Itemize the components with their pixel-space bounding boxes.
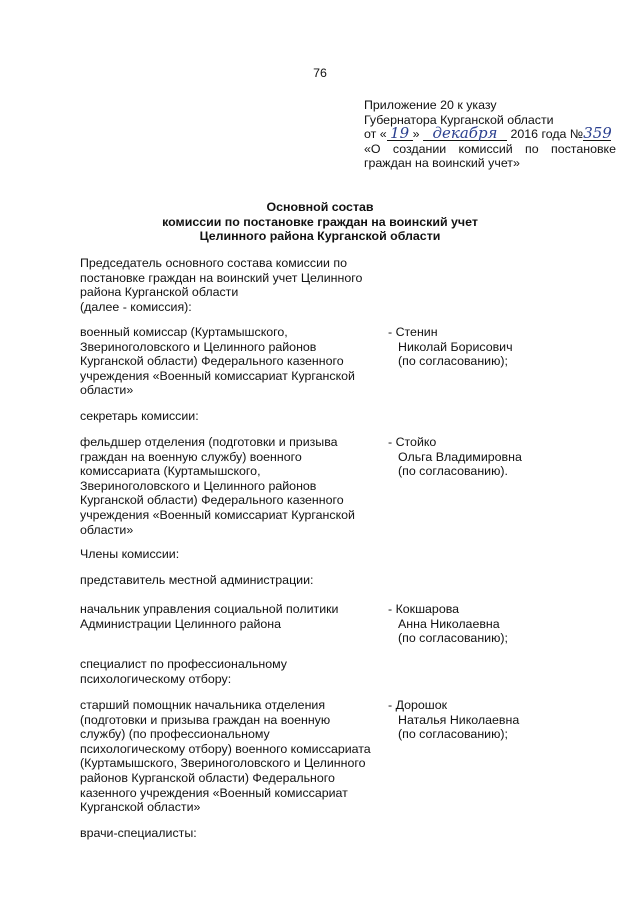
text-line: Администрации Целинного района [80,616,282,631]
text-line: Председатель основного состава комиссии по [80,256,347,270]
text-line: военный комиссар (Куртамышского, [80,325,288,339]
year-text: 2016 года № [510,127,584,142]
members-heading: Члены комиссии: [80,547,180,561]
secretary-name [388,435,618,479]
text-line: - Стойко [388,435,437,449]
annex-header [364,98,616,171]
text-line: (по согласованию); [398,727,508,742]
annex-line-2: Губернатора Курганской области [364,112,554,127]
psych-position [80,698,380,815]
text-line: - Стенин [388,325,438,339]
psych-heading [80,657,380,686]
psych-name [388,698,618,742]
text-line: (по согласованию); [398,354,508,369]
doctors-heading: врачи-специалисты: [80,826,197,840]
handwritten-day: 19 [387,127,413,141]
page-number: 76 [313,66,327,80]
text-line: районов Курганской области) Федерального [80,770,335,785]
text-line: (по согласованию); [398,631,508,646]
text-line: специалист по профессиональному [80,657,287,671]
title-line-1: Основной состав [266,200,374,214]
text-line: (подготовки и призыва граждан на военную [80,712,331,727]
text-line: Звериноголовского и Целинного районов [80,339,317,354]
handwritten-number: 359 [583,124,612,143]
text-line: Курганской области» [80,800,201,815]
text-line: начальник управления социальной политики [80,602,339,616]
text-line: учреждения «Военный комиссариат Курганской [80,507,355,522]
text-line: Ольга Владимировна [398,449,522,464]
text-line: Анна Николаевна [398,616,500,631]
chair-position [80,325,380,398]
text-line: учреждения «Военный комиссариат Курганской [80,368,355,383]
text-line: казенного учреждения «Военный комиссариат [80,785,348,800]
text-line: - Дорошок [388,698,448,712]
text-line: фельдшер отделения (подготовки и призыва [80,435,338,449]
text-line: службу) (по профессиональному [80,727,270,742]
secretary-heading: секретарь комиссии: [80,409,199,423]
text-line: области» [80,383,134,398]
text-line: области» [80,522,134,537]
date-mid: » [412,127,420,142]
text-line: Курганской области) Федерального казенного [80,493,344,508]
admin-position [80,602,380,631]
text-line: комиссариата (Куртамышского, [80,464,261,479]
chair-heading [80,256,380,314]
text-line: (далее - комиссия): [80,299,192,314]
secretary-position [80,435,380,537]
text-line: (по согласованию). [398,464,508,479]
text-line: граждан на военную службу) военного [80,449,302,464]
annex-subject: «О создании комиссий по постановке граждан на воинский учет» [364,141,616,171]
title-line-3: Целинного района Курганской области [199,229,441,244]
chair-name [388,325,618,369]
text-line: района Курганской области [80,285,239,300]
local-admin-heading: представитель местной администрации: [80,573,314,587]
text-line: Звериноголовского и Целинного районов [80,478,317,493]
text-line: Курганской области) Федерального казенного [80,354,344,369]
admin-name [388,602,618,646]
document-title [0,200,640,244]
text-line: психологическому отбору) военного комиссариата [80,741,371,756]
annex-date-number [364,124,616,143]
title-line-2: комиссии по постановке граждан на воинский учет [162,214,478,229]
annex-line-1: Приложение 20 к указу [364,98,497,112]
text-line: старший помощник начальника отделения [80,698,326,712]
text-line: постановке граждан на воинский учет Целинного [80,270,363,285]
text-line: психологическому отбору: [80,671,232,686]
text-line: Наталья Николаевна [398,712,520,727]
date-prefix: от « [364,127,387,142]
text-line: - Кокшарова [388,602,460,616]
handwritten-month: декабря [423,127,507,141]
text-line: Николай Борисович [398,339,513,354]
text-line: (Куртамышского, Звериноголовского и Целинного [80,756,366,771]
